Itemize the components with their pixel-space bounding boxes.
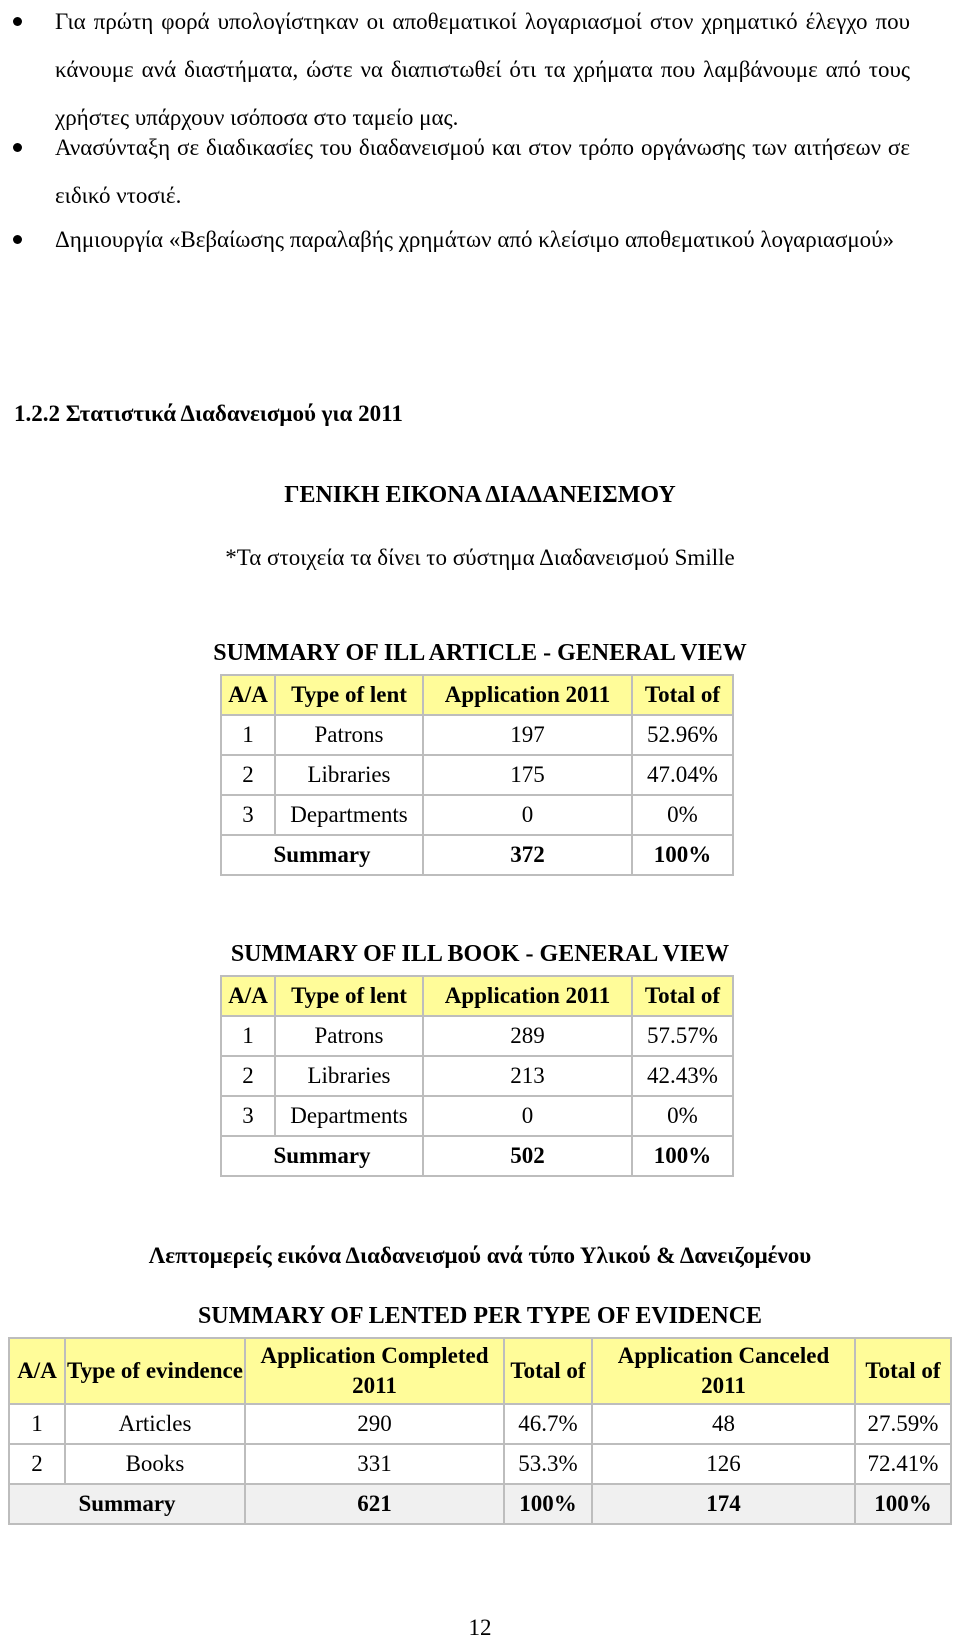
header-cell: Total of — [633, 674, 734, 716]
summary-cell: 100% — [856, 1485, 952, 1525]
cell: 3 — [220, 1097, 276, 1137]
table-header-row — [8, 1337, 952, 1405]
summary-cell: 100% — [633, 1137, 734, 1177]
cell: Libraries — [276, 756, 424, 796]
cell: 2 — [220, 1057, 276, 1097]
cell: 2 — [8, 1445, 66, 1485]
header-cell: Application Completed 2011 — [246, 1337, 505, 1405]
cell: 2 — [220, 756, 276, 796]
header-cell: Type of evindence — [66, 1337, 246, 1405]
header-cell: Application 2011 — [424, 674, 633, 716]
cell: 42.43% — [633, 1057, 734, 1097]
cell: 53.3% — [505, 1445, 593, 1485]
article-table-caption: SUMMARY OF ILL ARTICLE - GENERAL VIEW — [213, 640, 747, 666]
table-row — [220, 716, 734, 756]
cell: Patrons — [276, 1017, 424, 1057]
cell: Books — [66, 1445, 246, 1485]
bullet-item — [55, 124, 910, 220]
cell: 0% — [633, 796, 734, 836]
cell: 52.96% — [633, 716, 734, 756]
summary-cell: 372 — [424, 836, 633, 876]
header-cell: Total of — [633, 975, 734, 1017]
bullet-dot-icon — [13, 235, 22, 244]
bullet-dot-icon — [13, 143, 22, 152]
cell: 0 — [424, 1097, 633, 1137]
header-cell: A/A — [220, 975, 276, 1017]
page-number: 12 — [468, 1615, 492, 1640]
table-row — [8, 1445, 952, 1485]
cell: 0 — [424, 796, 633, 836]
summary-cell: 100% — [633, 836, 734, 876]
source-note: *Τα στοιχεία τα δίνει το σύστημα Διαδανεισμού Smille — [225, 545, 735, 570]
cell: 72.41% — [856, 1445, 952, 1485]
summary-label: Summary — [220, 1137, 424, 1177]
summary-label: Summary — [8, 1485, 246, 1525]
bullet-item — [55, 0, 910, 142]
cell: Libraries — [276, 1057, 424, 1097]
bullet-dot-icon — [13, 17, 22, 26]
header-cell: Total of — [856, 1337, 952, 1405]
table-row — [220, 1057, 734, 1097]
table-header-row — [220, 975, 734, 1017]
cell: 27.59% — [856, 1405, 952, 1445]
cell: 1 — [8, 1405, 66, 1445]
table-row — [220, 1097, 734, 1137]
header-cell: Type of lent — [276, 674, 424, 716]
cell: 47.04% — [633, 756, 734, 796]
table-row — [8, 1405, 952, 1445]
cell: 0% — [633, 1097, 734, 1137]
header-cell: Application Canceled 2011 — [593, 1337, 856, 1405]
evidence-table-caption: SUMMARY OF LENTED PER TYPE OF EVIDENCE — [197, 1303, 763, 1329]
detail-heading: Λεπτομερείς εικόνα Διαδανεισμού ανά τύπο Υλικού & Δανειζομένου — [148, 1243, 812, 1268]
cell: 3 — [220, 796, 276, 836]
cell: 289 — [424, 1017, 633, 1057]
cell: Departments — [276, 1097, 424, 1137]
cell: Articles — [66, 1405, 246, 1445]
cell: 290 — [246, 1405, 505, 1445]
book-table-caption: SUMMARY OF ILL BOOK - GENERAL VIEW — [230, 941, 730, 967]
cell: 1 — [220, 716, 276, 756]
cell: 175 — [424, 756, 633, 796]
evidence-table — [8, 1337, 952, 1525]
cell: Patrons — [276, 716, 424, 756]
header-cell: A/A — [8, 1337, 66, 1405]
header-cell: Total of — [505, 1337, 593, 1405]
cell: 48 — [593, 1405, 856, 1445]
bullet-text: Ανασύνταξη σε διαδικασίες του διαδανεισμού και στον τρόπο οργάνωσης των αιτήσεων σε ειδικό ντοσιέ. — [55, 135, 910, 208]
bullet-text: Δημιουργία «Βεβαίωσης παραλαβής χρημάτων από κλείσιμο αποθεματικού λογαριασμού» — [55, 227, 895, 252]
header-cell: A/A — [220, 674, 276, 716]
header-cell: Application 2011 — [424, 975, 633, 1017]
bullet-text: Για πρώτη φορά υπολογίστηκαν οι αποθεματικοί λογαριασμοί στον χρηματικό έλεγχο που κάνουμε ανά διαστήματα, ώστε να διαπιστωθεί ότι τα χρήματα που λαμβάνουμε από τους χρήστες υπάρχουν ισόποσα στο ταμείο μας. — [55, 9, 910, 130]
cell: 197 — [424, 716, 633, 756]
summary-row — [8, 1485, 952, 1525]
cell: 213 — [424, 1057, 633, 1097]
cell: Departments — [276, 796, 424, 836]
cell: 126 — [593, 1445, 856, 1485]
summary-cell: 100% — [505, 1485, 593, 1525]
article-table — [220, 674, 734, 876]
table-row — [220, 1017, 734, 1057]
book-table — [220, 975, 734, 1177]
summary-row — [220, 836, 734, 876]
summary-cell: 174 — [593, 1485, 856, 1525]
table-row — [220, 796, 734, 836]
summary-cell: 621 — [246, 1485, 505, 1525]
general-title: ΓΕΝΙΚΗ ΕΙΚΟΝΑ ΔΙΑΔΑΝΕΙΣΜΟΥ — [284, 482, 676, 508]
cell: 46.7% — [505, 1405, 593, 1445]
bullet-item — [55, 216, 910, 264]
table-row — [220, 756, 734, 796]
cell: 57.57% — [633, 1017, 734, 1057]
table-header-row — [220, 674, 734, 716]
summary-cell: 502 — [424, 1137, 633, 1177]
cell: 1 — [220, 1017, 276, 1057]
cell: 331 — [246, 1445, 505, 1485]
summary-label: Summary — [220, 836, 424, 876]
summary-row — [220, 1137, 734, 1177]
section-heading: 1.2.2 Στατιστικά Διαδανεισμού για 2011 — [14, 401, 403, 426]
header-cell: Type of lent — [276, 975, 424, 1017]
